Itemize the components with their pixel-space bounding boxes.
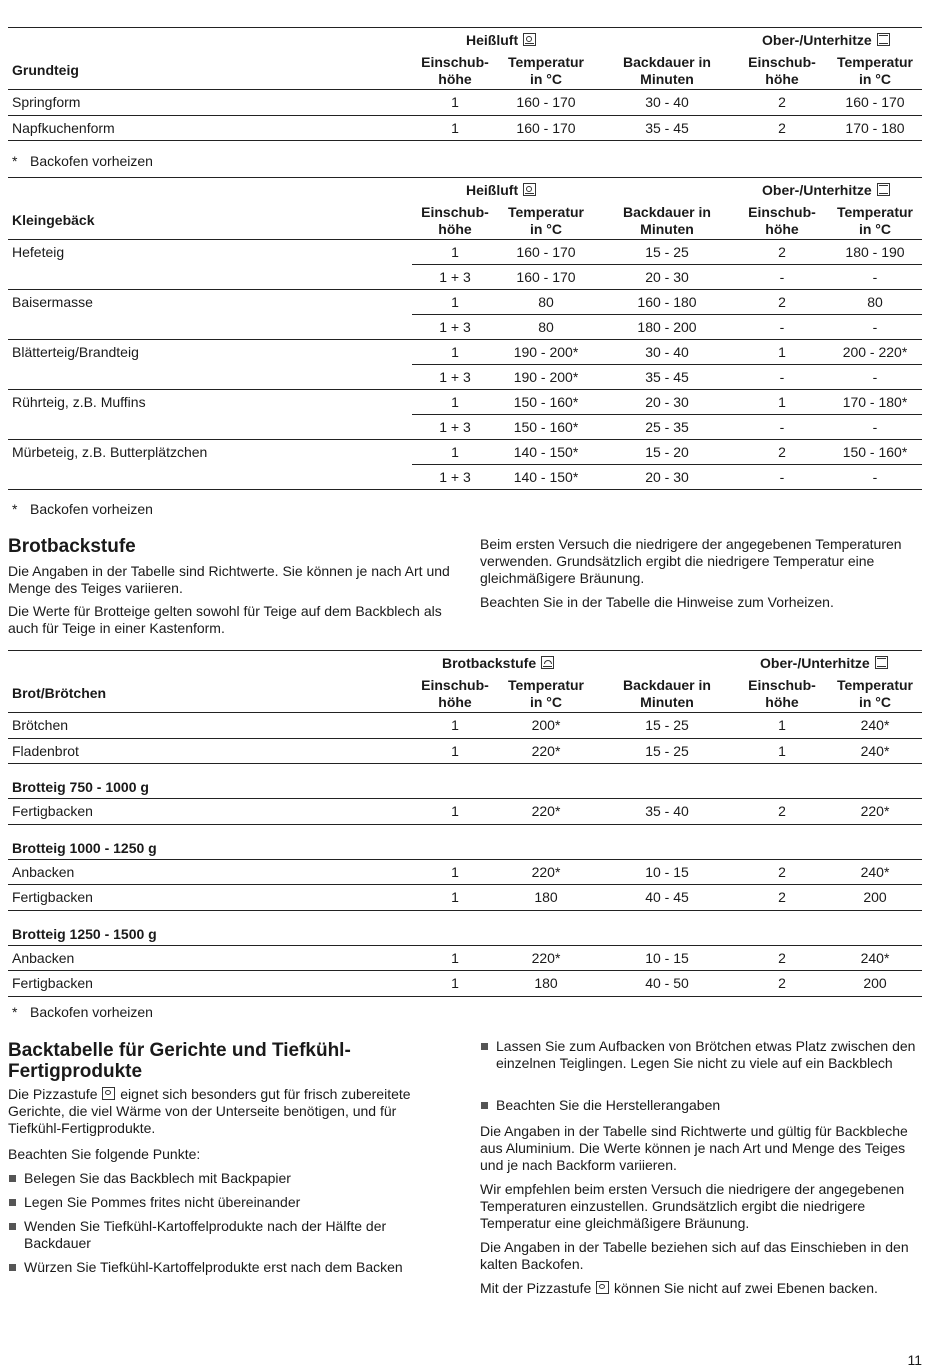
cell: 1 — [451, 119, 459, 136]
paragraph: Beachten Sie folgende Punkte: — [8, 1146, 201, 1162]
table-row — [8, 340, 922, 365]
paragraph: Die Werte für Brotteige gelten sowohl für Teige auf dem Backblech als auch für Teige in einer Kastenform. — [8, 603, 442, 636]
section-title-brotbackstufe: Brotbackstufe — [8, 536, 136, 557]
col-header-einschubhoehe: Einschub- höhe — [421, 677, 489, 710]
cell: 1 — [451, 394, 459, 410]
cell: 2 — [778, 863, 786, 880]
table-column-header — [8, 675, 922, 713]
paragraph: Beachten Sie in der Tabelle die Hinweise zum Vorheizen. — [480, 594, 834, 610]
cell: 2 — [778, 244, 786, 260]
col-header-temperatur-2: Temperatur in °C — [837, 204, 913, 237]
table-subheading: Brotteig 1000 - 1250 g — [12, 839, 157, 856]
col-header-temperatur: Temperatur in °C — [508, 677, 584, 710]
table-row — [8, 265, 922, 291]
cell: 1 + 3 — [439, 368, 471, 385]
cell: Rührteig, z.B. Muffins — [12, 394, 146, 410]
fan-heat-icon — [523, 183, 536, 196]
table-row — [8, 971, 922, 997]
cell: 240* — [860, 949, 890, 966]
table-column-header — [8, 52, 922, 90]
cell: 15 - 25 — [645, 742, 689, 759]
cell: 2 — [778, 803, 786, 819]
cell: 240* — [860, 742, 890, 759]
cell: Mürbeteig, z.B. Butterplätzchen — [12, 444, 208, 460]
group-heissluft — [466, 182, 536, 198]
cell: 240* — [860, 717, 890, 733]
col-header-temperatur-2: Temperatur in °C — [837, 677, 913, 710]
pizza-setting-icon — [102, 1087, 115, 1100]
cell: 220* — [531, 949, 561, 966]
page-number: 11 — [907, 1352, 922, 1368]
col-header-einschubhoehe-2: Einschub- höhe — [748, 677, 816, 710]
cell: 2 — [778, 119, 786, 136]
cell: Baisermasse — [12, 294, 93, 310]
table-row — [8, 365, 922, 391]
cell: 1 — [451, 889, 459, 905]
cell: 1 — [451, 863, 459, 880]
cell: - — [779, 468, 785, 485]
cell: 1 — [451, 444, 459, 460]
cell: Fertigbacken — [12, 803, 93, 819]
table-subheading-row — [8, 911, 922, 946]
table-body — [8, 713, 922, 997]
cell: 15 - 25 — [645, 717, 689, 733]
cell: 200* — [531, 717, 561, 733]
table-row — [8, 860, 922, 886]
cell: - — [779, 268, 785, 285]
cell: 1 — [778, 742, 786, 759]
paragraph: Mit der Pizzastufe können Sie nicht auf zwei Ebenen backen. — [480, 1280, 878, 1296]
cell: Fladenbrot — [12, 742, 79, 759]
top-bottom-heat-icon — [875, 656, 888, 669]
cell: - — [872, 318, 878, 335]
table-group-header — [8, 28, 922, 52]
table-row — [8, 713, 922, 739]
cell: 35 - 40 — [645, 803, 689, 819]
table-subheading-row — [8, 825, 922, 860]
table-row — [8, 290, 922, 315]
table-footnote: * Backofen vorheizen — [12, 1004, 153, 1020]
section-title-backtabelle: Backtabelle für Gerichte und Tiefkühl- Fertigprodukte — [8, 1040, 351, 1082]
cell: 220* — [531, 742, 561, 759]
cell: - — [779, 318, 785, 335]
group-ober-unterhitze-label: Ober-/Unterhitze — [762, 182, 872, 198]
top-bottom-heat-icon — [877, 33, 890, 46]
table-subheading: Brotteig 750 - 1000 g — [12, 779, 149, 795]
col-header-backdauer: Backdauer in Minuten — [623, 677, 711, 710]
group-ober-unterhitze — [762, 182, 890, 198]
fan-heat-icon — [523, 33, 536, 46]
cell: 160 - 170 — [516, 268, 576, 285]
paragraph: Beim ersten Versuch die niedrigere der angegebenen Temperaturen verwenden. Grundsätzlich ergibt die niedrigere Temperatur eine gleichmäßigere Bräunung. — [480, 536, 902, 586]
table-column-header — [8, 202, 922, 240]
table-brot — [8, 650, 922, 997]
cell: 20 - 30 — [645, 394, 689, 410]
group-ober-unterhitze-label: Ober-/Unterhitze — [762, 32, 872, 48]
list-item: Wenden Sie Tiefkühl-Kartoffelprodukte nach der Hälfte der Backdauer — [8, 1218, 452, 1252]
cell: 1 — [778, 394, 786, 410]
cell: 220* — [531, 863, 561, 880]
cell: - — [779, 368, 785, 385]
cell: 2 — [778, 949, 786, 966]
cell: 35 - 45 — [645, 368, 689, 385]
cell: 180 — [534, 889, 558, 905]
cell: 1 + 3 — [439, 318, 471, 335]
cell: 160 - 180 — [637, 294, 697, 310]
paragraph: Die Angaben in der Tabelle beziehen sich auf das Einschieben in den kalten Backofen. — [480, 1239, 909, 1272]
cell: 140 - 150* — [513, 468, 579, 485]
paragraph: Wir empfehlen beim ersten Versuch die niedrigere der angegebenen Temperaturen einzustellen. Grundsätzlich ergibt die niedrigere Temperatur eine gleichmäßigere Bräunung. — [480, 1181, 905, 1231]
cell: 1 — [451, 975, 459, 991]
col-header-kleingebaeck: Kleingebäck — [12, 212, 95, 228]
col-header-temperatur-2: Temperatur in °C — [837, 54, 913, 87]
cell: 1 + 3 — [439, 268, 471, 285]
cell: 220* — [531, 803, 561, 819]
cell: 10 - 15 — [645, 949, 689, 966]
cell: 1 — [451, 717, 459, 733]
group-heissluft-label: Heißluft — [466, 32, 519, 48]
cell: 150 - 160* — [513, 418, 579, 435]
cell: 1 — [451, 803, 459, 819]
cell: 170 - 180 — [845, 119, 905, 136]
table-row — [8, 415, 922, 441]
cell: 180 - 190 — [845, 244, 905, 260]
col-header-einschubhoehe-2: Einschub- höhe — [748, 54, 816, 87]
cell: 2 — [778, 294, 786, 310]
cell: 2 — [778, 975, 786, 991]
col-header-backdauer: Backdauer in Minuten — [623, 54, 711, 87]
col-header-backdauer: Backdauer in Minuten — [623, 204, 711, 237]
cell: 200 - 220* — [842, 344, 908, 360]
table-row — [8, 885, 922, 911]
top-bottom-heat-icon — [877, 183, 890, 196]
group-ober-unterhitze-label: Ober-/Unterhitze — [760, 655, 870, 671]
cell: 150 - 160* — [513, 394, 579, 410]
cell: 25 - 35 — [645, 418, 689, 435]
cell: 1 — [451, 244, 459, 260]
cell: 15 - 20 — [645, 444, 689, 460]
cell: 35 - 45 — [645, 119, 689, 136]
col-header-temperatur: Temperatur in °C — [508, 54, 584, 87]
cell: 200 — [863, 975, 887, 991]
group-brotbackstufe-label: Brotbackstufe — [442, 655, 537, 671]
cell: 220* — [860, 803, 890, 819]
cell: 190 - 200* — [513, 368, 579, 385]
paragraph: Die Angaben in der Tabelle sind Richtwerte. Sie können je nach Art und Menge des Teiges variieren. — [8, 563, 450, 596]
cell: 1 — [778, 717, 786, 733]
paragraph: Die Angaben in der Tabelle sind Richtwerte und gültig für Backbleche aus Aluminium. Die Werte können je nach Art und Menge des Teiges und je nach Backform variieren. — [480, 1123, 908, 1173]
cell: 140 - 150* — [513, 444, 579, 460]
cell: 40 - 50 — [645, 975, 689, 991]
list-item: Legen Sie Pommes frites nicht übereinander — [8, 1194, 452, 1211]
cell: 160 - 170 — [516, 119, 576, 136]
col-header-einschubhoehe-2: Einschub- höhe — [748, 204, 816, 237]
cell: - — [872, 418, 878, 435]
cell: 160 - 170 — [516, 244, 576, 260]
list-item: Würzen Sie Tiefkühl-Kartoffelprodukte erst nach dem Backen — [8, 1259, 452, 1276]
col-header-brot: Brot/Brötchen — [12, 685, 107, 701]
cell: Napfkuchenform — [12, 119, 115, 136]
table-group-header — [8, 178, 922, 202]
col-header-grundteig: Grundteig — [12, 62, 79, 78]
cell: 20 - 30 — [645, 468, 689, 485]
cell: 1 + 3 — [439, 418, 471, 435]
cell: 160 - 170 — [516, 94, 576, 110]
table-row — [8, 240, 922, 265]
cell: 2 — [778, 94, 786, 110]
list-item: Belegen Sie das Backblech mit Backpapier — [8, 1170, 452, 1187]
cell: 40 - 45 — [645, 889, 689, 905]
cell: - — [779, 418, 785, 435]
cell: Fertigbacken — [12, 975, 93, 991]
cell: 1 — [451, 949, 459, 966]
cell: 180 — [534, 975, 558, 991]
cell: 10 - 15 — [645, 863, 689, 880]
cell: 15 - 25 — [645, 244, 689, 260]
table-subheading: Brotteig 1250 - 1500 g — [12, 925, 157, 942]
cell: 80 — [867, 294, 883, 310]
table-row — [8, 946, 922, 972]
table-row — [8, 440, 922, 465]
paragraph-intro: Die Pizzastufe eignet sich besonders gut für frisch zubereitete Gerichte, die viel Wärme von der Unterseite benötigen, und für Tiefkühl-Fertigprodukte. — [8, 1086, 411, 1136]
table-group-header — [8, 651, 922, 675]
list-item: Beachten Sie die Herstellerangaben — [480, 1097, 920, 1114]
table-kleingebaeck — [8, 177, 922, 490]
table-body — [8, 240, 922, 490]
cell: 80 — [538, 318, 554, 335]
table-row — [8, 315, 922, 341]
cell: 1 — [451, 742, 459, 759]
col-header-temperatur: Temperatur in °C — [508, 204, 584, 237]
cell: Blätterteig/Brandteig — [12, 344, 139, 360]
table-row — [8, 739, 922, 765]
cell: 1 — [451, 94, 459, 110]
cell: Brötchen — [12, 717, 69, 733]
cell: - — [872, 368, 878, 385]
cell: 1 — [451, 344, 459, 360]
cell: 200 — [863, 889, 887, 905]
cell: 30 - 40 — [645, 94, 689, 110]
table-row — [8, 799, 922, 825]
table-subheading-row — [8, 764, 922, 799]
table-row — [8, 116, 922, 142]
group-brotbackstufe — [442, 655, 554, 671]
table-row — [8, 465, 922, 491]
cell: Springform — [12, 94, 81, 110]
cell: 1 + 3 — [439, 468, 471, 485]
group-heissluft — [466, 32, 536, 48]
table-footnote: * Backofen vorheizen — [12, 501, 153, 517]
pizza-setting-icon — [596, 1281, 609, 1294]
table-footnote: * Backofen vorheizen — [12, 153, 153, 169]
cell: 150 - 160* — [842, 444, 908, 460]
cell: Anbacken — [12, 949, 75, 966]
table-grundteig — [8, 27, 922, 141]
table-row — [8, 390, 922, 415]
bread-baking-icon — [541, 656, 554, 669]
cell: 240* — [860, 863, 890, 880]
group-heissluft-label: Heißluft — [466, 182, 519, 198]
cell: 30 - 40 — [645, 344, 689, 360]
cell: Hefeteig — [12, 244, 65, 260]
cell: 1 — [451, 294, 459, 310]
cell: - — [872, 468, 878, 485]
cell: 160 - 170 — [845, 94, 905, 110]
group-ober-unterhitze — [760, 655, 888, 671]
cell: 170 - 180* — [842, 394, 908, 410]
cell: 20 - 30 — [645, 268, 689, 285]
cell: Fertigbacken — [12, 889, 93, 905]
cell: 180 - 200 — [637, 318, 697, 335]
cell: 1 — [778, 344, 786, 360]
list-item: Lassen Sie zum Aufbacken von Brötchen etwas Platz zwischen den einzelnen Teiglingen. Legen Sie nicht zu viele auf ein Backblech — [480, 1038, 920, 1072]
cell: 2 — [778, 444, 786, 460]
cell: - — [872, 268, 878, 285]
cell: Anbacken — [12, 863, 75, 880]
col-header-einschubhoehe: Einschub- höhe — [421, 54, 489, 87]
cell: 80 — [538, 294, 554, 310]
group-ober-unterhitze — [762, 32, 890, 48]
cell: 190 - 200* — [513, 344, 579, 360]
col-header-einschubhoehe: Einschub- höhe — [421, 204, 489, 237]
cell: 2 — [778, 889, 786, 905]
table-row — [8, 90, 922, 116]
